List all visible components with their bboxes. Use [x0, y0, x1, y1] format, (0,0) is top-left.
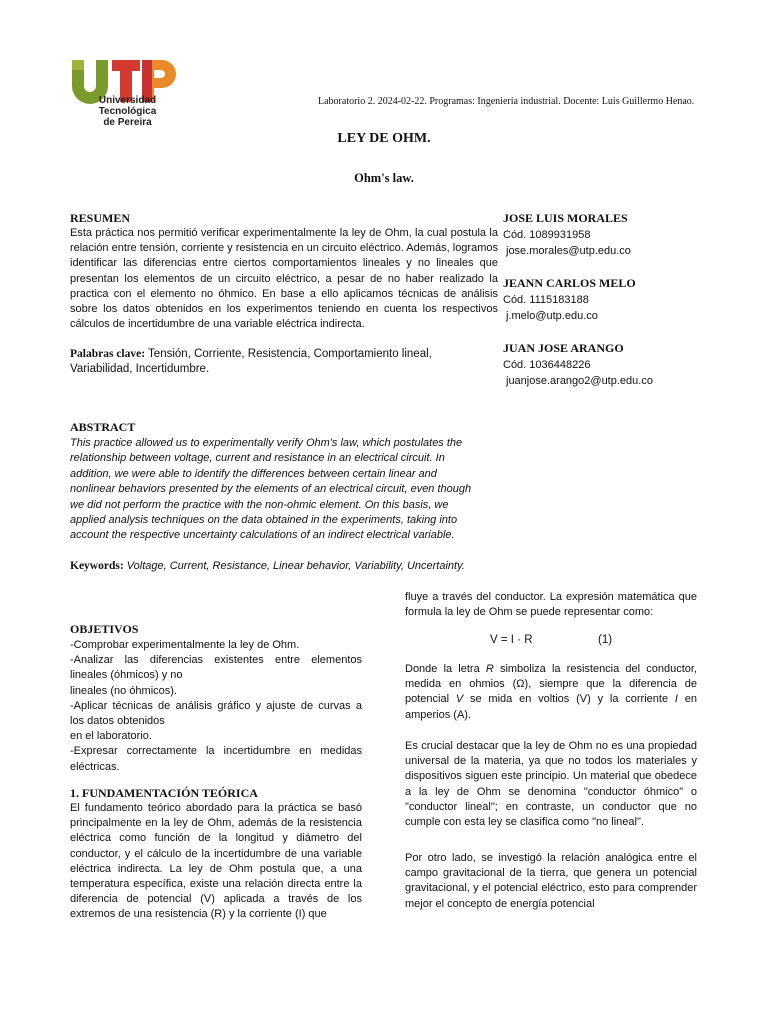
- objetivo-line: -Analizar las diferencias existentes entre elementos: [70, 654, 362, 667]
- author-code: Cód. 1089931958: [503, 229, 591, 241]
- author-2: [503, 276, 636, 324]
- author-3: [503, 341, 653, 389]
- right-p1: fluye a través del conductor. La expresión matemática que formula la ley de Ohm se puede representar como:: [405, 591, 697, 619]
- objetivos-list: [70, 638, 362, 775]
- palabras-clave-label: Palabras clave:: [70, 348, 146, 360]
- objetivo-line: -Aplicar técnicas de análisis gráfico y ajuste de curvas a: [70, 699, 362, 712]
- author-email: jose.morales@utp.edu.co: [506, 245, 631, 257]
- paper-title: LEY DE OHM.: [337, 131, 431, 146]
- fundamentacion-heading: 1. FUNDAMENTACIÓN TEÓRICA: [70, 786, 258, 800]
- resumen-text: Esta práctica nos permitió verificar experimentalmente la ley de Ohm, la cual postula la relación entre tensión, corriente y resistencia en un circuito eléctrico. Además, logramos identificar las diferencias entre ciertos comportamientos lineales y no lineales que presentan los elementos de un circuito eléctrico, a pesar de no haber realizado la practica con el elemento no óhmico. En base a ello aplicamos técnicas de análisis sobre los datos obtenidos en los experimentos teniendo en cuenta los respectivos cálculos de incertidumbre de una variable eléctrica indirecta.: [70, 227, 498, 331]
- p2-symbol-r: R: [485, 663, 494, 675]
- objetivos-heading: OBJETIVOS: [70, 622, 139, 636]
- fundamentacion-text: El fundamento teórico abordado para la práctica se basó principalmente en la ley de Ohm, además de la resistencia eléctrica como función de la longitud y diámetro del conductor, y el cálculo de la incertidumbre de una variable eléctrica indirecta. La ley de Ohm postula que, a una temperatura específica, existe una relación directa entre la diferencia de potencial (V) aplicada a través de los extremos de una resistencia (R) y la corriente (I) que: [70, 802, 362, 921]
- header-info: Laboratorio 2. 2024-02-22. Programas: Ingeniería industrial. Docente: Luis Guillermo Henao.: [318, 96, 695, 107]
- paper-subtitle: Ohm's law.: [354, 171, 414, 185]
- p2-symbol-i: I: [674, 693, 678, 706]
- author-name: JEANN CARLOS MELO: [503, 276, 636, 290]
- abstract-heading: ABSTRACT: [70, 420, 136, 434]
- abstract-line: This practice allowed us to experimentally verify Ohm's law, which postulates the: [70, 437, 463, 449]
- author-email: j.melo@utp.edu.co: [506, 310, 598, 322]
- abstract-line: account the respective uncertainty calculations of an indirect electrical variable.: [70, 529, 455, 542]
- logo-text-line1: Universidad Tecnológica: [98, 95, 157, 117]
- objetivo-line: los datos obtenidos: [70, 715, 165, 728]
- keywords: [70, 559, 510, 574]
- objetivo-line: en el laboratorio.: [70, 730, 152, 743]
- palabras-clave: [70, 347, 500, 377]
- author-1: [503, 211, 631, 259]
- objetivo-line: -Comprobar experimentalmente la ley de Ohm.: [70, 639, 300, 651]
- abstract-line: nonlinear behaviors presented by the elements of an electrical circuit, even though: [70, 483, 472, 496]
- p2-part-a: Donde la letra: [405, 663, 486, 675]
- author-email: juanjose.arango2@utp.edu.co: [506, 375, 653, 387]
- p2-symbol-v: V: [455, 693, 464, 706]
- objetivo-line: -Expresar correctamente la incertidumbre en medidas: [70, 745, 362, 758]
- abstract-line: applied analysis techniques on the data obtained in the experiments, taking into: [70, 514, 458, 527]
- keywords-label: Keywords:: [70, 560, 124, 572]
- abstract-text: [70, 436, 510, 544]
- keywords-text: Voltage, Current, Resistance, Linear behavior, Variability, Uncertainty.: [123, 560, 465, 572]
- palabras-clave-line1: Tensión, Corriente, Resistencia, Comportamiento lineal,: [145, 348, 432, 360]
- palabras-clave-line2: Variabilidad, Incertidumbre.: [70, 363, 210, 376]
- equation: V = I · R: [490, 634, 533, 646]
- abstract-line: we did not perform the practice with the non-ohmic element. On this basis, we: [70, 498, 449, 511]
- abstract-line: addition, we were able to identify the differences between certain linear and: [70, 467, 437, 480]
- right-p3: Es crucial destacar que la ley de Ohm no es una propiedad universal de la materia, ya que no todos los materiales y dispositivos siguen este principio. Un material que obedece a la ley de Ohm se denomina "conductor óhmico" o "conductor lineal"; en contraste, un conductor que no cumple con esta ley se clasifica como "no lineal".: [405, 740, 697, 829]
- right-p2: [405, 662, 697, 723]
- objetivo-line: lineales (óhmicos) y no: [70, 669, 183, 682]
- logo-text-line2: de Pereira: [103, 117, 152, 128]
- resumen-heading: RESUMEN: [70, 211, 131, 225]
- right-p4: Por otro lado, se investigó la relación analógica entre el campo gravitacional de la tierra, que genera un potencial gravitacional, y el potencial eléctrico, esto para comprender mejor el concepto de energía potencial: [405, 852, 697, 910]
- objetivo-line: eléctricas.: [70, 760, 120, 773]
- author-name: JUAN JOSE ARANGO: [503, 341, 624, 355]
- author-code: Cód. 1115183188: [503, 294, 589, 306]
- abstract-line: relationship between voltage, current and resistance in an electrical circuit. In: [70, 452, 445, 465]
- p2-part-c: se mida en voltios (V) y la corriente: [463, 693, 675, 706]
- equation-number: (1): [598, 634, 613, 646]
- author-code: Cód. 1036448226: [503, 359, 591, 371]
- objetivo-line: lineales (no óhmicos).: [70, 684, 177, 697]
- p2-part-d: en amperios (A).: [405, 693, 697, 721]
- logo-text: [70, 95, 185, 128]
- author-name: JOSE LUIS MORALES: [503, 211, 628, 225]
- p2-part-b: simboliza la resistencia del conductor, medida en ohmios (Ω), siempre que la diferencia de potencial: [405, 663, 697, 706]
